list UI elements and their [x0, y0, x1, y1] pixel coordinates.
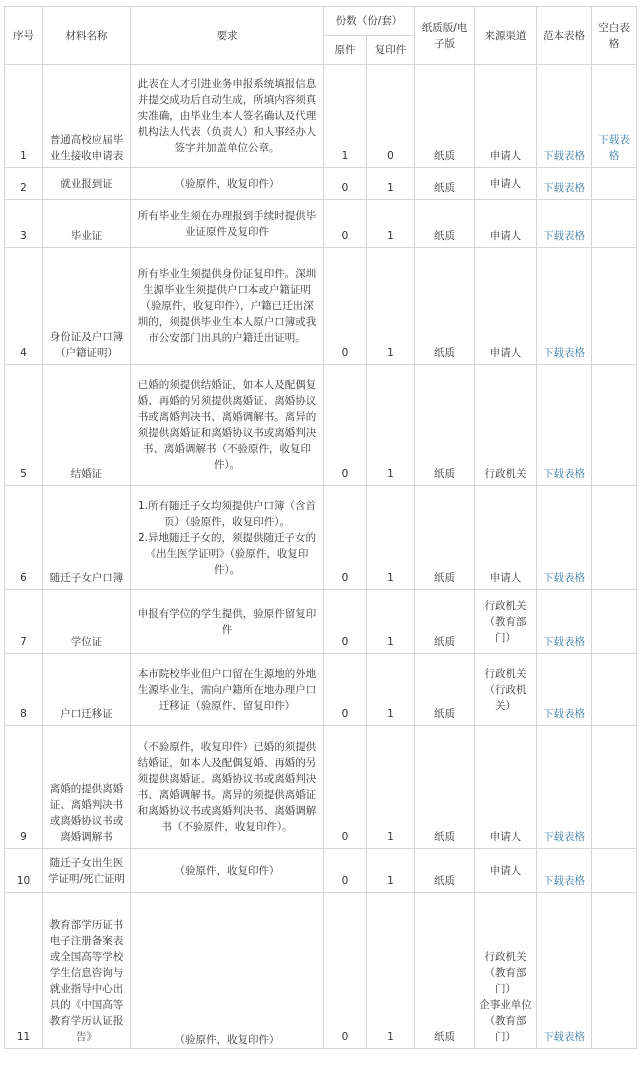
row-seq-cell [5, 248, 43, 365]
row-seq: 4 [20, 347, 27, 359]
row-requirement-cell [131, 200, 324, 248]
row-original-count: 1 [341, 150, 349, 162]
row-blank-download-cell [592, 168, 637, 200]
row-material-name: 就业报到证 [60, 177, 113, 190]
row-sample-download-cell [537, 65, 592, 168]
row-source: 行政机关（教育部门） 企事业单位（教育部门） [479, 951, 532, 1043]
row-original-count-cell [324, 893, 367, 1049]
download-sample-link[interactable]: 下载表格 [543, 636, 586, 648]
row-source-cell [475, 248, 537, 365]
row-original-count: 0 [341, 230, 349, 242]
row-copy-count-cell [367, 654, 415, 726]
row-source-cell [475, 168, 537, 200]
row-material-name-cell [43, 726, 131, 849]
row-requirement-cell [131, 248, 324, 365]
row-copy-count: 1 [387, 572, 394, 584]
row-copy-count: 1 [387, 831, 394, 843]
table-row [5, 654, 637, 726]
row-sample-download-cell [537, 486, 592, 590]
download-sample-link[interactable]: 下载表格 [543, 150, 586, 162]
row-source-cell [475, 65, 537, 168]
download-sample-link[interactable]: 下载表格 [543, 182, 586, 194]
row-source-cell [475, 200, 537, 248]
table-row [5, 590, 637, 654]
row-material-name: 离婚的提供离婚证、离婚判决书或离婚协议书或离婚调解书 [49, 783, 124, 843]
row-format-cell [415, 200, 475, 248]
row-format: 纸质 [434, 1031, 456, 1043]
row-blank-download-cell [592, 486, 637, 590]
header-requirement: 要求 [131, 7, 324, 65]
header-row-1 [5, 7, 637, 36]
row-material-name-cell [43, 590, 131, 654]
row-material-name: 结婚证 [70, 468, 103, 480]
row-material-name-cell [43, 365, 131, 486]
row-requirement-cell [131, 365, 324, 486]
row-requirement: 申报有学位的学生提供，验原件留复印件 [137, 607, 317, 636]
row-blank-download-cell [592, 590, 637, 654]
row-sample-download-cell [537, 248, 592, 365]
row-requirement-cell [131, 590, 324, 654]
row-original-count: 0 [341, 182, 349, 194]
row-source: 申请人 [489, 864, 522, 877]
row-seq: 5 [20, 468, 27, 480]
row-material-name: 身份证及户口簿（户籍证明） [49, 331, 124, 359]
row-format-cell [415, 65, 475, 168]
row-seq: 10 [16, 875, 31, 887]
row-requirement: 已婚的须提供结婚证，如本人及配偶复婚、再婚的另须提供离婚证、离婚协议书或离婚判决书、离婚调解书。离异的须提供离婚证和离婚协议书或离婚判决书、离婚调解书（不验原件，收复印件）。 [137, 379, 317, 471]
row-requirement: （验原件，收复印件） [174, 177, 280, 190]
row-copy-count: 1 [387, 1031, 394, 1043]
row-copy-count-cell [367, 200, 415, 248]
table-row [5, 486, 637, 590]
table-row [5, 726, 637, 849]
row-copy-count-cell [367, 65, 415, 168]
row-seq: 3 [20, 230, 27, 242]
download-sample-link[interactable]: 下载表格 [543, 347, 586, 359]
row-source-cell [475, 365, 537, 486]
download-blank-link[interactable]: 下载表格 [598, 134, 630, 162]
row-original-count: 0 [341, 1031, 349, 1043]
row-sample-download-cell [537, 365, 592, 486]
row-copy-count: 1 [387, 636, 394, 648]
row-material-name-cell [43, 248, 131, 365]
table-body [5, 65, 637, 1049]
row-requirement: 所有毕业生须提供身份证复印件。深圳生源毕业生须提供户口本或户籍证明（验原件，收复印件），户籍已迁出深圳的，须提供毕业生本人原户口簿或我市公安部门出具的户籍迁出证明。 [137, 268, 317, 344]
materials-table [4, 6, 637, 1049]
row-material-name-cell [43, 65, 131, 168]
download-sample-link[interactable]: 下载表格 [543, 831, 586, 843]
header-source: 来源渠道 [475, 7, 537, 65]
row-requirement-cell [131, 849, 324, 893]
table-row [5, 248, 637, 365]
row-requirement: 1.所有随迁子女均须提供户口簿（含首页）（验原件，收复印件）。 2.异地随迁子女的，须提供随迁子女的《出生医学证明》（验原件，收复印件）。 [137, 499, 317, 576]
row-format-cell [415, 168, 475, 200]
row-blank-download-cell [592, 726, 637, 849]
row-copy-count-cell [367, 590, 415, 654]
row-requirement-cell [131, 486, 324, 590]
row-source-cell [475, 654, 537, 726]
row-seq-cell [5, 726, 43, 849]
row-seq-cell [5, 200, 43, 248]
row-format: 纸质 [434, 150, 456, 162]
row-requirement-cell [131, 65, 324, 168]
header-copies: 份数（份/套） [324, 7, 415, 36]
row-source: 申请人 [489, 347, 522, 359]
row-copy-count: 1 [387, 875, 394, 887]
row-material-name: 毕业证 [70, 230, 103, 242]
row-sample-download-cell [537, 893, 592, 1049]
row-source: 申请人 [489, 177, 522, 190]
row-format-cell [415, 248, 475, 365]
row-material-name-cell [43, 893, 131, 1049]
row-sample-download-cell [537, 200, 592, 248]
row-requirement: （验原件，收复印件） [174, 864, 280, 877]
row-format-cell [415, 590, 475, 654]
row-original-count: 0 [341, 875, 349, 887]
row-format-cell [415, 486, 475, 590]
row-original-count: 0 [341, 347, 349, 359]
row-original-count-cell [324, 590, 367, 654]
row-requirement: 本市院校毕业但户口留在生源地的外地生源毕业生，需向户籍所在地办理户口迁移证（验原件、留复印件） [137, 667, 317, 712]
materials-table-container [4, 6, 636, 1049]
row-copy-count: 1 [387, 230, 394, 242]
row-format: 纸质 [434, 708, 456, 720]
row-requirement-cell [131, 168, 324, 200]
row-source: 行政机关（行政机关） [484, 667, 527, 712]
row-seq: 2 [20, 182, 27, 194]
row-original-count-cell [324, 248, 367, 365]
row-original-count-cell [324, 65, 367, 168]
row-requirement: （验原件，收复印件） [174, 1034, 280, 1046]
row-copy-count-cell [367, 365, 415, 486]
row-blank-download-cell [592, 248, 637, 365]
header-blank: 空白表格 [592, 7, 637, 65]
row-seq: 11 [16, 1031, 31, 1043]
row-copy-count-cell [367, 893, 415, 1049]
row-material-name: 学位证 [70, 636, 103, 648]
row-source-cell [475, 893, 537, 1049]
row-material-name: 普通高校应届毕业生接收申请表 [49, 134, 124, 162]
row-original-count: 0 [341, 831, 349, 843]
row-original-count-cell [324, 365, 367, 486]
row-copy-count-cell [367, 248, 415, 365]
row-original-count-cell [324, 849, 367, 893]
row-format: 纸质 [434, 182, 456, 194]
row-format: 纸质 [434, 831, 456, 843]
row-copy-count-cell [367, 486, 415, 590]
row-material-name-cell [43, 200, 131, 248]
row-format: 纸质 [434, 230, 456, 242]
row-copy-count: 1 [387, 708, 394, 720]
row-copy-count: 1 [387, 347, 394, 359]
row-material-name-cell [43, 849, 131, 893]
row-material-name: 随迁子女出生医学证明/死亡证明 [47, 856, 126, 885]
row-format-cell [415, 726, 475, 849]
row-format: 纸质 [434, 468, 456, 480]
row-blank-download-cell [592, 893, 637, 1049]
header-seq: 序号 [5, 7, 43, 65]
row-format-cell [415, 654, 475, 726]
row-original-count: 0 [341, 468, 349, 480]
table-row [5, 893, 637, 1049]
row-material-name-cell [43, 486, 131, 590]
row-copy-count: 1 [387, 468, 394, 480]
row-material-name-cell [43, 168, 131, 200]
row-blank-download-cell [592, 654, 637, 726]
row-seq-cell [5, 486, 43, 590]
row-material-name-cell [43, 654, 131, 726]
row-format-cell [415, 893, 475, 1049]
row-requirement-cell [131, 726, 324, 849]
row-format: 纸质 [434, 875, 456, 887]
header-format: 纸质版/电子版 [415, 7, 475, 65]
row-copy-count-cell [367, 849, 415, 893]
row-material-name: 户口迁移证 [60, 708, 113, 720]
row-requirement-cell [131, 893, 324, 1049]
row-original-count: 0 [341, 636, 349, 648]
row-seq-cell [5, 65, 43, 168]
row-seq: 7 [20, 636, 27, 648]
row-format: 纸质 [434, 347, 456, 359]
row-sample-download-cell [537, 849, 592, 893]
row-format-cell [415, 849, 475, 893]
row-original-count: 0 [341, 708, 349, 720]
table-row [5, 365, 637, 486]
row-material-name: 教育部学历证书电子注册备案表或全国高等学校学生信息咨询与就业指导中心出具的《中国高等教育学历认证报告》 [49, 919, 124, 1043]
download-sample-link[interactable]: 下载表格 [543, 1031, 586, 1043]
row-source-cell [475, 486, 537, 590]
table-row [5, 168, 637, 200]
download-sample-link[interactable]: 下载表格 [543, 572, 586, 584]
row-seq-cell [5, 849, 43, 893]
row-original-count-cell [324, 200, 367, 248]
row-copy-count-cell [367, 726, 415, 849]
table-row [5, 65, 637, 168]
header-name: 材料名称 [43, 7, 131, 65]
row-sample-download-cell [537, 726, 592, 849]
row-source: 行政机关 [484, 468, 527, 480]
row-sample-download-cell [537, 590, 592, 654]
header-sample: 范本表格 [537, 7, 592, 65]
row-seq-cell [5, 893, 43, 1049]
row-source: 申请人 [489, 572, 522, 584]
header-original: 原件 [324, 36, 367, 65]
row-sample-download-cell [537, 654, 592, 726]
row-blank-download-cell [592, 365, 637, 486]
row-format-cell [415, 365, 475, 486]
download-sample-link[interactable]: 下载表格 [543, 468, 586, 480]
row-blank-download-cell [592, 200, 637, 248]
row-material-name: 随迁子女户口簿 [49, 572, 124, 584]
row-original-count-cell [324, 726, 367, 849]
row-seq-cell [5, 365, 43, 486]
row-copy-count: 0 [387, 150, 394, 162]
row-seq: 6 [20, 572, 27, 584]
row-source-cell [475, 726, 537, 849]
download-sample-link[interactable]: 下载表格 [543, 875, 586, 887]
row-seq-cell [5, 168, 43, 200]
row-original-count: 0 [341, 572, 349, 584]
row-copy-count: 1 [387, 182, 394, 194]
row-format: 纸质 [434, 572, 456, 584]
row-source: 申请人 [489, 230, 522, 242]
row-copy-count-cell [367, 168, 415, 200]
row-seq-cell [5, 654, 43, 726]
download-sample-link[interactable]: 下载表格 [543, 708, 586, 720]
row-seq-cell [5, 590, 43, 654]
row-source-cell [475, 849, 537, 893]
row-requirement: 所有毕业生须在办理报到手续时提供毕业证原件及复印件 [137, 209, 317, 238]
row-source: 申请人 [489, 831, 522, 843]
row-requirement-cell [131, 654, 324, 726]
download-sample-link[interactable]: 下载表格 [543, 230, 586, 242]
row-original-count-cell [324, 486, 367, 590]
row-sample-download-cell [537, 168, 592, 200]
header-copy: 复印件 [367, 36, 415, 65]
row-blank-download-cell [592, 849, 637, 893]
row-source: 行政机关（教育部门） [484, 599, 527, 644]
row-source-cell [475, 590, 537, 654]
row-original-count-cell [324, 168, 367, 200]
row-seq: 8 [20, 708, 27, 720]
row-seq: 1 [20, 150, 27, 162]
table-row [5, 849, 637, 893]
row-source: 申请人 [489, 150, 522, 162]
row-blank-download-cell [592, 65, 637, 168]
table-row [5, 200, 637, 248]
row-original-count-cell [324, 654, 367, 726]
row-format: 纸质 [434, 636, 456, 648]
row-requirement: （不验原件，收复印件）已婚的须提供结婚证，如本人及配偶复婚、再婚的另须提供离婚证、离婚协议书或离婚判决书、离婚调解书。离异的须提供离婚证和离婚协议书或离婚判决书、离婚调解书（不验原件，收复印件）。 [137, 741, 317, 833]
row-seq: 9 [20, 831, 27, 843]
row-requirement: 此表在人才引进业务申报系统填报信息并提交成功后自动生成，所填内容须真实准确，由毕业生本人签名确认及代理机构法人代表（负责人）和人事经办人签字并加盖单位公章。 [137, 78, 317, 154]
